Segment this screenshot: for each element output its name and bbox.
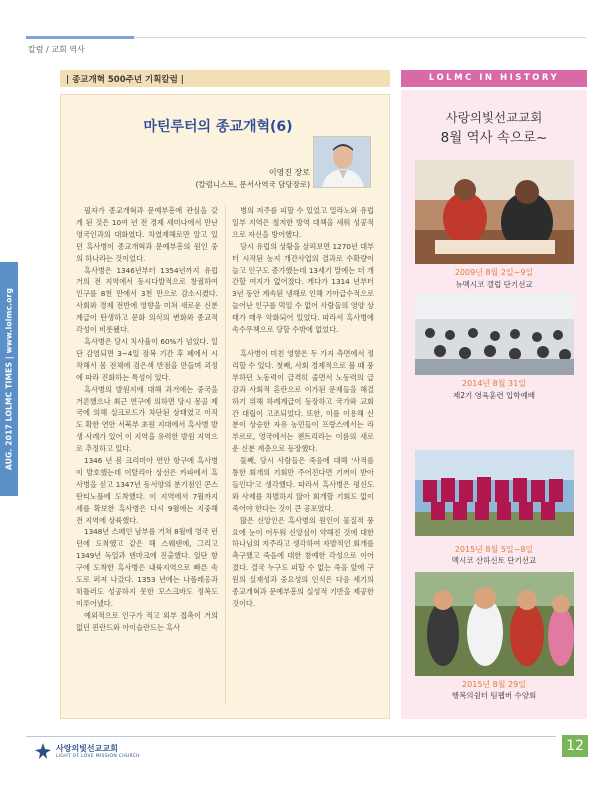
page-number: 12 <box>562 735 588 757</box>
column-divider <box>225 205 226 705</box>
article-column-right <box>232 205 374 710</box>
paragraph: 1348년 스페인 남부를 거쳐 8월에 영국 런던에 도착했고 같은 해 스웨덴에, 그리고 1349년 독일과 덴마크에 진출했다. 일단 항구에 도착한 흑사병은 내륙지역으로 빠른 속도로 퍼져 나갔다. 1353 년에는 나폴레옹과 히틀러도 성공하지 못한 모스크바도 정복도 이루어냈다. <box>76 527 218 608</box>
paragraph: 예외적으로 인구가 적고 외부 접촉이 거의 없던 핀란드와 아이슬란드는 흑사 <box>76 610 218 632</box>
photo-caption: 행복의쉼터 팀웹버 수양회 <box>451 691 537 700</box>
side-tab-text: AUG. 2017 LOLMC TIMES | www.lolmc.org <box>4 287 14 471</box>
paragraph: 흑사병이 미친 영향은 두 가지 측면에서 정리할 수 있다. 첫째, 사회 경제적으로 볼 때 풍부하던 노동력이 급격히 줄면서 노동력의 급감과 사회적 혼란으로 이가된 문제들을 해결하기 위해 하례계급이 등장하고 국가와 교회 간 대립이 고조되었다. 또한, 이를 이용해 신분이 상승한 자유 농민들이 프랑스에서는 라부르로, 영국에서는 젠트리라는 이름의 새로운 신분 계층으로 등장했다. <box>232 348 374 454</box>
author-role: (칼럼니스트, 문서사역국 담당장로) <box>195 180 310 189</box>
church-logo <box>34 740 144 762</box>
paragraph: 필자가 종교개혁과 문예부흥에 관심을 갖게 된 것은 10여 년 전 경제 세미나에서 만난 영국인과의 대화였다. 차였재해로만 알고 있던 흑사병이 종교개혁과 문예부흥의 원인 중의 하나라는 것이었다. <box>76 206 218 263</box>
paragraph: 당시 유럽의 상황을 살펴보면 1270년 대부터 시작된 농지 개간사업의 결과로 수확량이 늘고 인구도 증가했는데 13세기 말에는 더 개간할 여지가 없어졌다. 게다가 1314 년부터 3년 동안 계속된 냉해로 인해 기아급수적으로 늘어난 인구를 먹일 수 없어 사람들의 영양 상태가 매우 악화되어 있었다. 따라서 흑사병에 속수무책으로 당할 수밖에 없었다. <box>232 241 374 335</box>
church-logo-icon <box>34 742 52 760</box>
author-name: 이영진 장로 <box>268 168 310 177</box>
paragraph: 병의 저주를 피할 수 있었고 밀라노와 유럽 일부 지역은 철저한 방역 대책을 세워 성공적으로 자신을 방어했다. <box>232 206 374 239</box>
history-photo <box>415 293 574 375</box>
author-photo <box>313 136 371 188</box>
paragraph: 흑사병은 1346년부터 1354년까지 유럽 거의 전 지역에서 동시다발적으로 창궐하여 인구를 8천 만에서 3천 만으로 감소시켰다. 사회와 경제 전반에 영향을 미쳐 새로운 신분 계급이 탄생하고 문화 의식의 변화와 종교적 각성이 비롯됐다. <box>76 265 218 335</box>
photo-date: 2015년 8월 29일 <box>462 680 526 689</box>
article-title: 마틴루터의 종교개혁(6) <box>143 119 293 135</box>
photo-caption: 뉴멕시코 갤럽 단기선교 <box>455 280 533 289</box>
paragraph: 둘째, 당시 사람들은 죽음에 대해 '사적를 통한 회개의 기회만 주어진다면 기꺼이 받아들인다'고 생각했다. 따라서 흑사병은 평신도와 사제를 차별하지 않아 회개할 기회도 없이 죽어야 한다는 것이 큰 공포였다. <box>232 456 374 513</box>
footer-rule <box>26 736 556 737</box>
photo-date: 2015년 8월 5일~8일 <box>454 545 534 554</box>
history-photo <box>415 160 574 264</box>
breadcrumb: 칼럼 / 교회 역사 <box>28 45 85 54</box>
photo-caption: 멕시코 산하신토 단기선교 <box>451 556 537 565</box>
paragraph: 1346 년 봄 크리미아 연안 항구에 흑사병이 발호했는데 이탈리아 상선은 카파에서 흑사병을 싣고 1347년 동서양의 분기점인 콘스탄티노플에 도착했다. 이 지역에서 7월까지 세를 확보한 흑사병은 다시 9월에는 지중해 전 지역에 상륙했다. <box>76 456 218 525</box>
history-header: LOLMC IN HISTORY <box>428 73 560 83</box>
history-title-church: 사랑의빛선교교회 <box>445 110 543 125</box>
logo-name-korean: 사랑의빛선교교회 <box>56 744 118 753</box>
paragraph: 흑사병은 당시 치사율이 60%가 넘었다. 일단 감염되면 3~4일 잠복 기간 후 폐에서 시작해서 몸 전체에 검은색 반점을 만들며 괴정에 따라 진화하는 특성이 있다. <box>76 336 218 382</box>
photo-date: 2009년 8월 2일~9일 <box>454 268 534 277</box>
history-photo <box>415 450 574 536</box>
header-accent-rule <box>26 36 134 39</box>
header-rule <box>134 37 586 38</box>
paragraph: 흑사병의 발원지에 대해 과거에는 중국을 거론했으나 최근 연구에 의하면 당시 몽골 제국에 의해 실크로드가 차단된 상태였고 이직도 확한 연안 서북부 초원 지대에서 흑사병 발생 사례가 있어 이 지역을 유력한 발원 지역으로 추정하고 있다. <box>76 384 218 454</box>
photo-caption: 제2기 영육훈련 입학예배 <box>453 391 535 400</box>
history-photo <box>415 572 574 676</box>
article-column-left <box>76 205 218 710</box>
paragraph: 많은 신앙인은 흑사병의 원인이 물질적 풍요에 눈이 어두워 신앙심이 약해진 것에 대한 하나님의 저주라고 생각하여 자발적인 회개를 촉구했고 죽음에 대한 참예한 각성으로 이어졌다. 결국 누구도 피할 수 없는 죽음 앞에 구원의 실재성과 중요성의 인식은 다음 세기의 종교개혁과 문예부흥의 실성적 기반을 제공한 것이다. <box>232 515 374 608</box>
logo-name-english: LIGHT OF LOVE MISSION CHURCH <box>56 754 140 759</box>
photo-date: 2014년 8월 31일 <box>462 379 526 388</box>
section-label: | 종교개혁 500주년 기획칼럼 | <box>66 75 184 85</box>
history-title-month: 8월 역사 속으로~ <box>440 130 548 146</box>
